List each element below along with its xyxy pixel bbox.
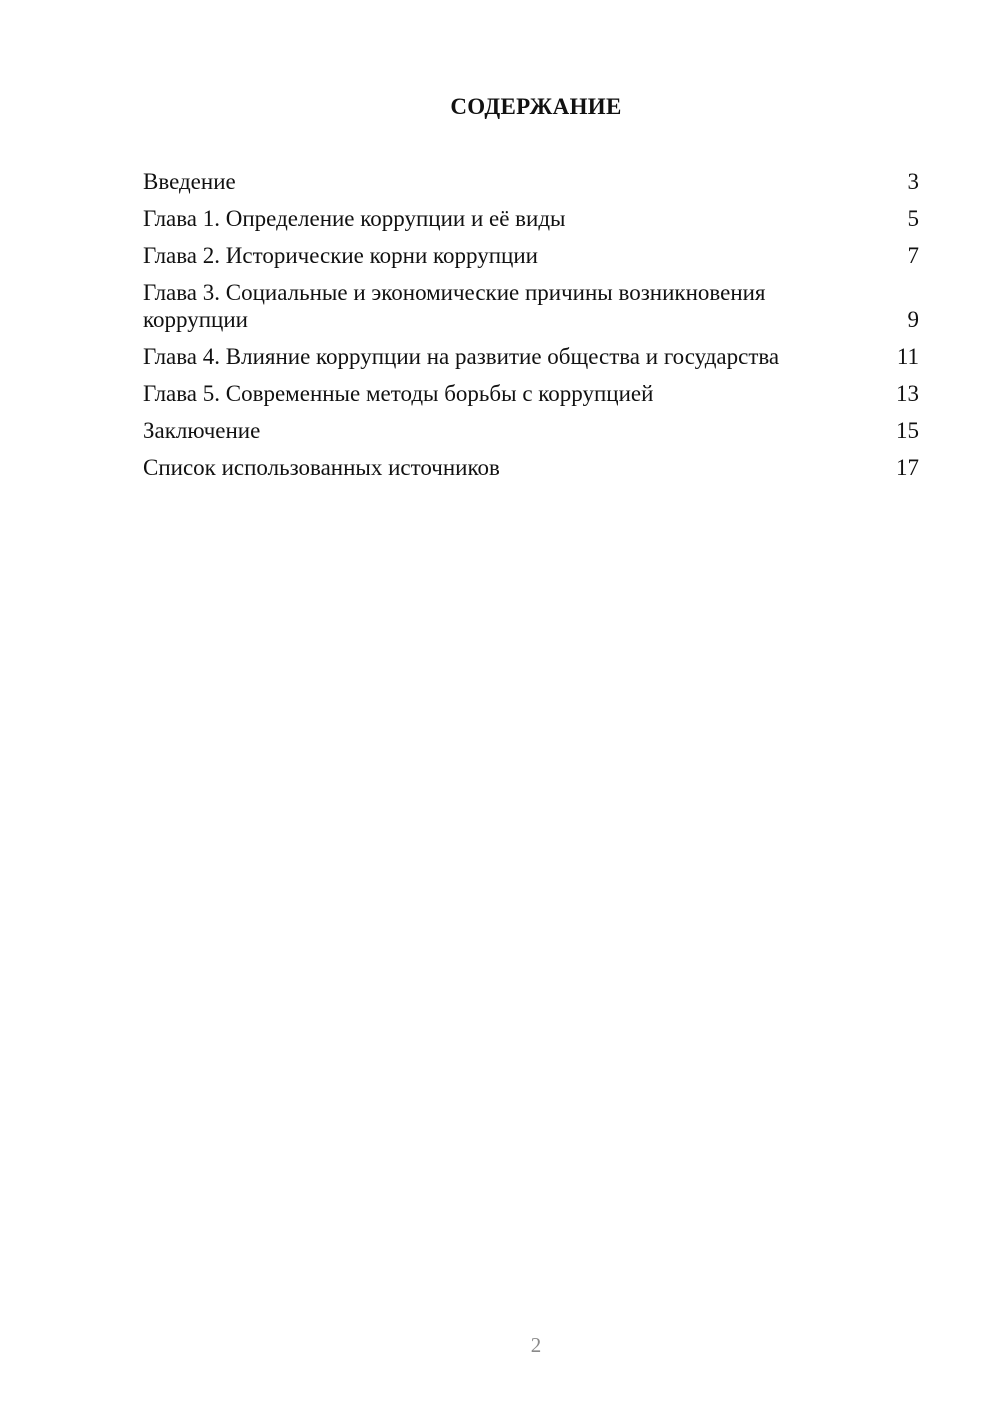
page-title: СОДЕРЖАНИЕ — [450, 94, 622, 119]
toc-entry-chapter-3[interactable] — [143, 279, 919, 333]
toc-entry-page: 7 — [907, 243, 919, 268]
toc-entry-page: 3 — [907, 169, 919, 194]
toc-entry-label: Глава 1. Определение коррупции и её виды — [143, 206, 566, 231]
toc-entry-chapter-4[interactable] — [143, 343, 919, 370]
toc-entry-page: 9 — [907, 307, 919, 332]
toc-entry-label: Глава 3. Социальные и экономические причины возникновения коррупции — [143, 280, 766, 332]
toc-entry-introduction[interactable] — [143, 168, 919, 195]
toc-entry-conclusion[interactable] — [143, 417, 919, 444]
page-number: 2 — [530, 1333, 542, 1357]
toc-entry-label: Глава 2. Исторические корни коррупции — [143, 243, 538, 268]
toc-entry-chapter-2[interactable] — [143, 242, 919, 269]
toc-entry-chapter-5[interactable] — [143, 380, 919, 407]
table-of-contents — [143, 168, 919, 491]
toc-entry-page: 15 — [896, 418, 919, 443]
toc-entry-page: 5 — [907, 206, 919, 231]
toc-entry-label: Глава 5. Современные методы борьбы с коррупцией — [143, 381, 654, 406]
toc-entry-page: 17 — [896, 455, 919, 480]
toc-entry-label: Заключение — [143, 418, 261, 443]
toc-entry-page: 11 — [896, 344, 919, 369]
toc-entry-label: Глава 4. Влияние коррупции на развитие общества и государства — [143, 344, 780, 369]
toc-entry-page: 13 — [896, 381, 919, 406]
toc-entry-chapter-1[interactable] — [143, 205, 919, 232]
toc-entry-references[interactable] — [143, 454, 919, 481]
toc-entry-label: Список использованных источников — [143, 455, 500, 480]
toc-entry-label: Введение — [143, 169, 236, 194]
